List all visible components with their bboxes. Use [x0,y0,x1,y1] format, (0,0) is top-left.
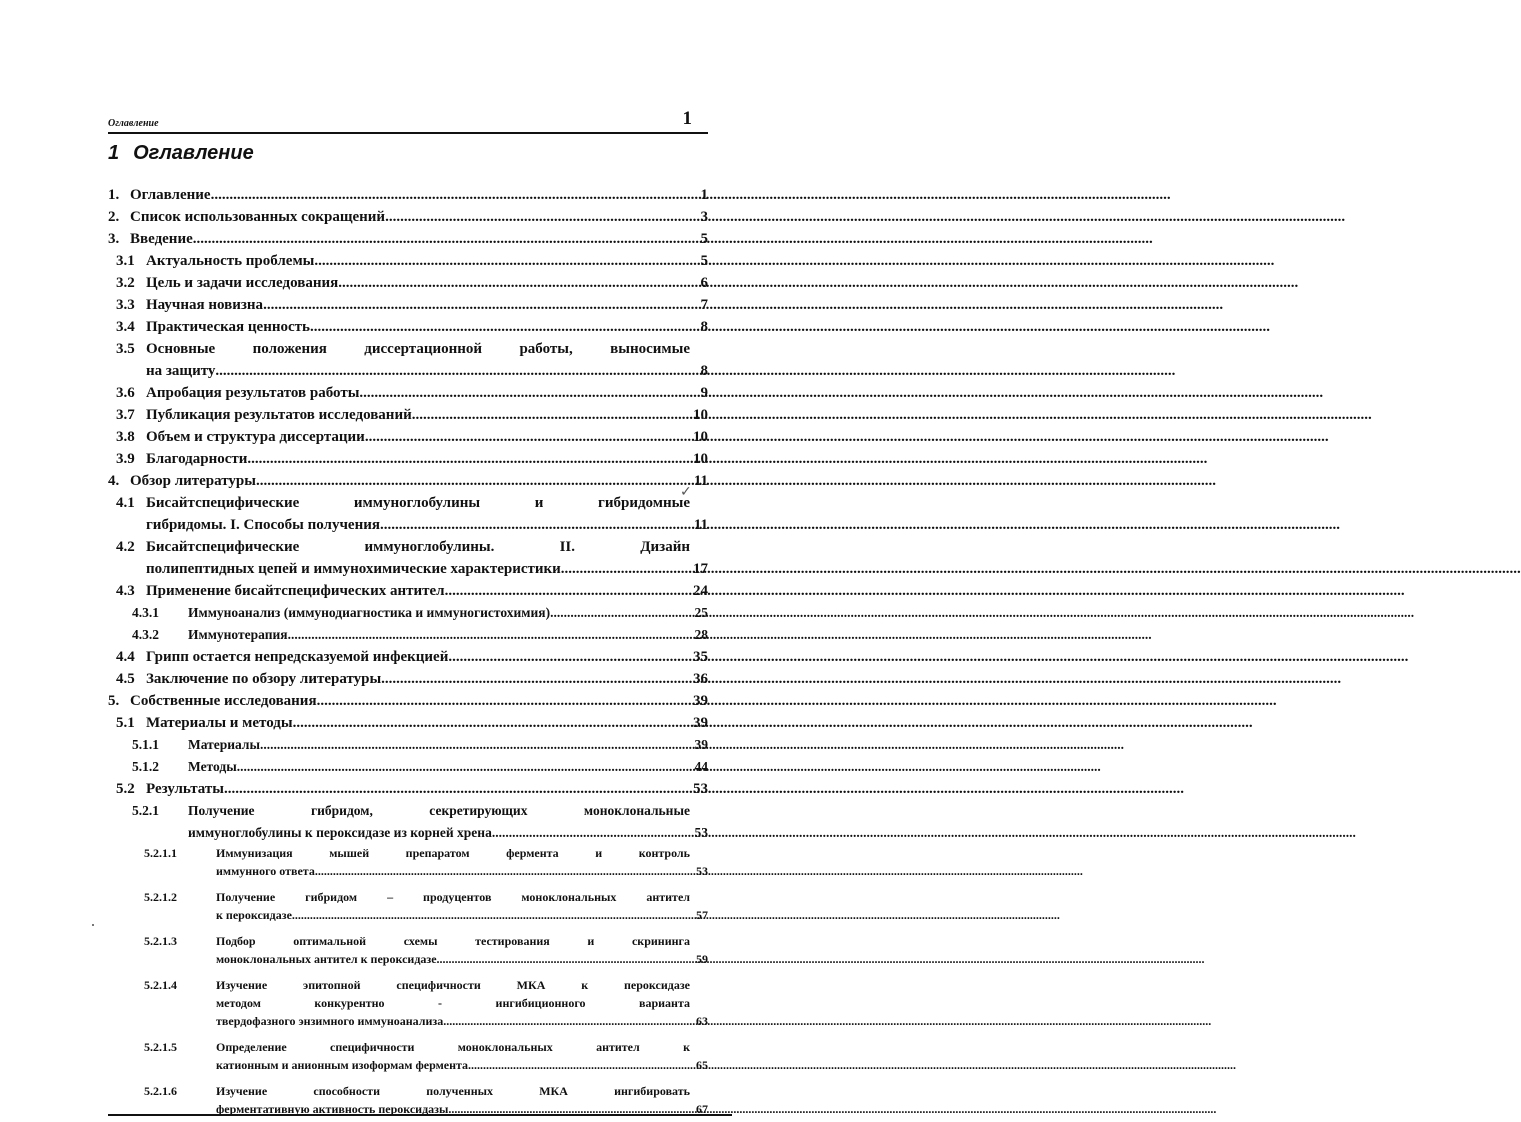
toc-entry-title: Материалы [188,737,261,752]
toc-entry-number: 3.8 [116,429,135,445]
toc-entry-title: Список использованных сокращений [130,209,386,225]
toc-entry-title: полипептидных цепей и иммунохимические характеристики [146,561,561,577]
toc-entry-number: 5. [108,693,120,709]
toc-entry-number: 5.1.2 [132,759,159,774]
toc-page-number: 8 [700,319,708,335]
stray-mark [92,924,94,926]
toc-entry-title: Подбор оптимальной схемы тестирования и скрининга [216,934,690,948]
dot-leader [292,906,696,924]
toc-entry-number: 2. [108,209,120,225]
toc-page-number: 39 [694,737,708,752]
dot-leader [381,668,693,690]
dot-leader [293,712,693,734]
toc-page-number: 10 [693,429,708,445]
toc-page-number: 59 [696,952,708,966]
toc-page-number: 53 [696,864,708,878]
toc-entry-title: Обзор литературы [130,473,256,489]
dot-leader [317,690,693,712]
dot-leader [363,382,700,404]
toc-entry-title: Введение [130,231,193,247]
page-title [108,142,254,165]
toc-page-number: 5 [700,253,708,269]
toc-page-number: 1 [700,187,708,203]
dot-leader [492,822,695,844]
toc-entry-number: 5.1.1 [132,737,159,752]
toc-entry-title: Применение бисайтспецифических антител [146,583,445,599]
dot-leader [437,950,696,968]
toc-entry-number: 3.5 [116,341,135,357]
dot-leader [468,1056,696,1074]
toc-entry-number: 4.3.1 [132,605,159,620]
toc-entry-title: иммунного ответа [216,864,315,878]
toc-page-number: 28 [694,627,708,642]
dot-leader [314,250,700,272]
toc-entry-title: Материалы и методы [146,715,293,731]
toc-page-number: 5 [700,231,708,247]
toc-entry-title: Публикация результатов исследований [146,407,412,423]
toc-page-number: 25 [694,605,708,620]
header-page-number: 1 [682,108,692,129]
toc-entry-title: Бисайтспецифические иммуноглобулины. II. Дизайн [146,539,690,555]
toc-page-number: 53 [694,825,708,840]
toc-entry-title: Собственные исследования [130,693,317,709]
toc-entry-title: Методы [188,759,237,774]
toc-entry-number: 1. [108,187,120,203]
toc-entry-title: Изучение эпитопной специфичности МКА к пероксидазе [216,978,690,992]
toc-page-number: 6 [700,275,708,291]
toc-page-number: 11 [693,473,708,489]
dot-leader [443,1012,696,1030]
toc-entry-title: Апробация результатов работы. [146,385,364,401]
toc-entry-title: Иммунотерапия [188,627,288,642]
dot-leader [288,624,695,646]
dot-leader [338,272,700,294]
handwritten-tick-mark: ✓ [680,484,692,500]
dot-leader [385,206,700,228]
toc-entry-title: Определение специфичности моноклональных антител к [216,1040,690,1054]
dot-leader [310,316,701,338]
dot-leader [369,426,693,448]
toc-entry-number: 5.2.1.2 [144,890,177,904]
toc-entry-title: моноклональных антител к пероксидазе [216,952,437,966]
toc-entry-title: Изучение способности полученных МКА ингибировать [216,1084,690,1098]
toc-entry-number: 5.2.1 [132,803,159,818]
toc-page-number: 17 [693,561,708,577]
dot-leader [445,580,693,602]
toc-entry-title: Научная новизна [146,297,264,313]
dot-leader [256,470,694,492]
toc-entry-number: 3.7 [116,407,135,423]
toc-entry-title: Благодарности [146,451,248,467]
toc-entry-title: методом конкурентно - ингибиционного варианта [216,996,690,1010]
dot-leader [211,184,701,206]
dot-leader [448,646,693,668]
toc-entry-title: Грипп остается непредсказуемой инфекцией [146,649,449,665]
title-number: 1 [108,142,120,164]
toc-entry-title: к пероксидазе [216,908,292,922]
toc-entry-number: 4.4 [116,649,135,665]
toc-entry-number: 5.2.1.4 [144,978,177,992]
toc-entry-title: твердофазного энзимного иммуноанализа [216,1014,444,1028]
toc-entry-number: 5.2.1.5 [144,1040,177,1054]
toc-page-number: 67 [696,1102,708,1116]
toc-entry-number: 3.3 [116,297,135,313]
dot-leader [412,404,693,426]
toc-entry-number: 4.2 [116,539,135,555]
dot-leader [315,862,696,880]
toc-entry-title: Объем и структура диссертации. [146,429,369,445]
toc-page-number: 9 [700,385,708,401]
toc-entry-title: ферментативную активность пероксидазы [216,1102,449,1116]
toc-entry-title: Результаты [146,781,224,797]
toc-entry-number: 5.1 [116,715,135,731]
toc-page-number: 39 [693,693,708,709]
dot-leader [380,514,694,536]
toc-page-number: 3 [700,209,708,225]
toc-entry-number: 4.5 [116,671,135,687]
toc-entry-number: 5.2.1.1 [144,846,177,860]
toc-page-number: 10 [693,451,708,467]
toc-entry-number: 3.2 [116,275,135,291]
dot-leader [550,602,694,624]
toc-entry-number: 3.1 [116,253,135,269]
toc-page-number: 36 [693,671,708,687]
bottom-rule [108,1114,732,1116]
toc-page-number: 39 [693,715,708,731]
toc-page-number: 24 [693,583,708,599]
toc-entry-number: 3.4 [116,319,135,335]
toc-entry-title: Оглавление [130,187,211,203]
toc-entry-title: Получение гибридом, секретирующих моноклональные [188,803,690,818]
dot-leader [263,294,700,316]
dot-leader [561,558,693,580]
dot-leader [260,734,694,756]
toc-entry-title: Иммуноанализ (иммунодиагностика и иммуногистохимия) [188,605,551,620]
header-label: Оглавление [108,118,159,129]
toc-entry-number: 5.2.1.3 [144,934,177,948]
toc-entry-title: Получение гибридом – продуцентов моноклональных антител [216,890,690,904]
toc-page-number: 7 [700,297,708,313]
toc-entry-title: иммуноглобулины к пероксидазе из корней хрена [188,825,492,840]
toc-page-number: 65 [696,1058,708,1072]
toc-entry-title: Иммунизация мышей препаратом фермента и контроль [216,846,690,860]
toc-entry-title: Бисайтспецифические иммуноглобулины и гибридомные [146,495,690,511]
toc-entry-number: 3. [108,231,120,247]
toc-entry-title: Заключение по обзору литературы [146,671,382,687]
toc-entry-title: Актуальность проблемы [146,253,315,269]
toc-entry-title: на защиту [146,363,216,379]
toc-page-number: 35 [693,649,708,665]
toc-entry-title: катионным и анионным изоформам фермента [216,1058,469,1072]
toc-entry-number: 5.2.1.6 [144,1084,177,1098]
toc-entry-title: Основные положения диссертационной работы, выносимые [146,341,690,357]
toc-page-number: 57 [696,908,708,922]
dot-leader [237,756,695,778]
title-text: Оглавление [133,142,254,164]
toc-entry-number: 3.9 [116,451,135,467]
toc-page-number: 53 [693,781,708,797]
toc-entry-number: 4.3 [116,583,135,599]
toc-entry-number: 4. [108,473,120,489]
dot-leader [247,448,693,470]
toc-entry-title: Практическая ценность [146,319,310,335]
toc-page-number: 63 [696,1014,708,1028]
toc-page-number: 10 [693,407,708,423]
toc-page-number: 44 [694,759,708,774]
toc-entry-number: 4.1 [116,495,135,511]
dot-leader [193,228,701,250]
toc-entry-number: 5.2 [116,781,135,797]
dot-leader [224,778,693,800]
toc-entry-number: 3.6 [116,385,135,401]
running-header [108,108,708,134]
toc-entry-title: Цель и задачи исследования [146,275,339,291]
toc-entry-title: гибридомы. I. Способы получения [146,517,380,533]
toc-page-number: 11 [693,517,708,533]
toc-entry-number: 4.3.2 [132,627,159,642]
toc-page-number: 8 [700,363,708,379]
dot-leader [215,360,700,382]
